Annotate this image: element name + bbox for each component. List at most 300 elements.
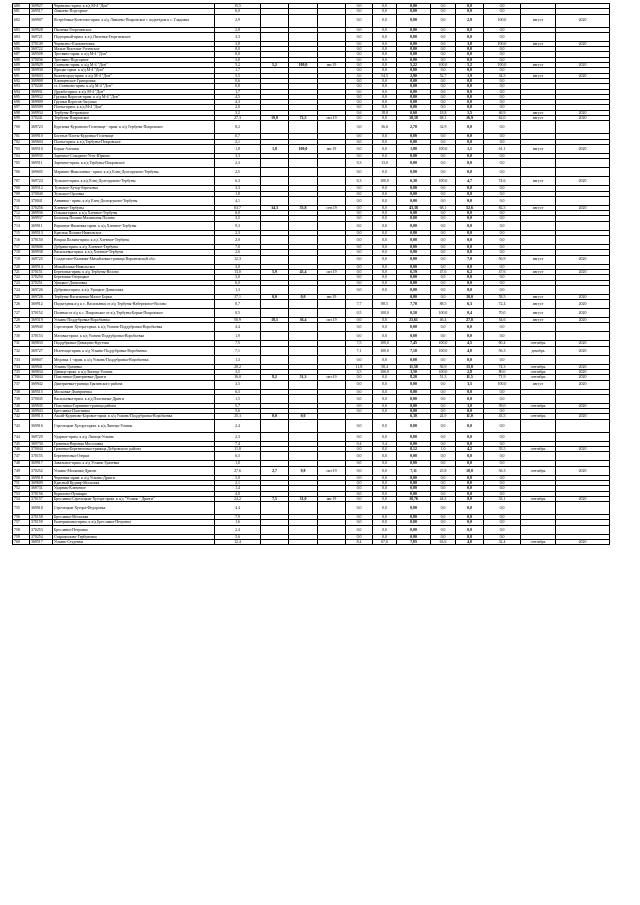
table-cell: 7,11	[397, 466, 431, 475]
table-cell: 0,0	[484, 186, 521, 191]
table-cell: 752	[13, 486, 30, 491]
table-cell: 58,4	[373, 364, 397, 369]
table-cell: 695	[13, 94, 30, 99]
table-cell: 748	[13, 461, 30, 466]
table-cell: 0,00	[397, 68, 431, 73]
table-cell: Московка-Дмитриевка	[53, 389, 215, 394]
table-cell: 2020	[556, 369, 610, 374]
table-cell	[289, 255, 318, 264]
table-cell: 0,0	[431, 139, 456, 144]
table-cell: Дмитриевка-граница Грязинского района	[53, 380, 215, 389]
table-cell: 0,0	[484, 409, 521, 414]
table-cell: 369940	[30, 323, 53, 332]
table-cell: 68,1	[431, 205, 456, 210]
table-cell: 739	[13, 394, 30, 403]
table-cell: 16,9	[456, 116, 484, 121]
table-cell: 1,3	[215, 355, 261, 364]
table-cell: 0,00	[397, 441, 431, 446]
table-cell: 0,4	[456, 309, 484, 318]
table-cell: 1,5	[456, 110, 484, 115]
table-cell: 3,0	[346, 73, 373, 78]
table-cell: 369935	[30, 153, 53, 158]
table-cell: 2020	[556, 540, 610, 545]
table-cell: 0,00	[397, 89, 431, 94]
table-cell	[521, 121, 556, 134]
table-cell: 100,0	[431, 346, 456, 355]
table-cell: авг.19	[318, 294, 346, 299]
table-cell: 6,19	[397, 269, 431, 274]
table-cell: 753	[13, 491, 30, 496]
table-cell	[289, 309, 318, 318]
table-cell: Мазовка-прим. к а/д Усмань-Поддубровка-Воробьевка	[53, 332, 215, 341]
table-cell: 0,0	[484, 355, 521, 364]
table-cell: 0,0	[484, 275, 521, 280]
table-cell: Вершина-Ивановка-прим. к а/д Хлевное-Тербуны	[53, 221, 215, 230]
table-cell: 0,0	[456, 139, 484, 144]
table-cell: 0,0	[484, 264, 521, 269]
table-cell: Заречное-прим. к а/д Тербуны-Покровское	[53, 159, 215, 168]
table-cell: 0,0	[484, 57, 521, 62]
table-cell: 0,0	[346, 375, 373, 380]
table-cell: 369917	[30, 461, 53, 466]
table-cell: 43,5	[484, 414, 521, 419]
table-cell: 755	[13, 502, 30, 515]
table-cell: август	[521, 269, 556, 274]
table-cell: 4,4	[215, 502, 261, 515]
table-cell: 0,0	[373, 105, 397, 110]
table-cell: 0,0	[431, 134, 456, 139]
table-cell: 0,0	[346, 139, 373, 144]
table-cell: 0,0	[456, 250, 484, 255]
table-cell: 735	[13, 369, 30, 374]
table-row	[13, 309, 610, 318]
table-cell: 2,9	[456, 14, 484, 27]
table-cell	[261, 346, 289, 355]
table-cell: 0,0	[346, 134, 373, 139]
table-cell: 1,4	[215, 486, 261, 491]
table-cell: 369509	[30, 105, 53, 110]
document-page	[12, 3, 609, 545]
table-cell: 0,00	[397, 4, 431, 9]
table-cell: Васильевка-прим. к а/д Хлевное-Тербуны	[53, 250, 215, 255]
table-cell: 717	[13, 245, 30, 250]
table-cell: 0,00	[397, 32, 431, 41]
table-cell: 0,0	[484, 280, 521, 285]
table-cell: 0,0	[346, 332, 373, 341]
table-cell: авг.19	[318, 144, 346, 153]
table-row	[13, 177, 610, 186]
table-cell	[521, 525, 556, 534]
table-row	[13, 346, 610, 355]
table-cell: 370151	[30, 269, 53, 274]
table-cell: 0,0	[346, 525, 373, 534]
table-cell	[289, 452, 318, 461]
table-cell: Березовка-прим. к а/д Тербуны-Волово	[53, 269, 215, 274]
table-cell: 0,0	[484, 452, 521, 461]
table-row	[13, 32, 610, 41]
table-cell: Березнеговка-Озерки	[53, 452, 215, 461]
table-cell: 80,0	[484, 369, 521, 374]
table-cell: 756	[13, 515, 30, 520]
table-cell: 8,0	[215, 52, 261, 57]
table-cell: 0,0	[346, 275, 373, 280]
table-cell: 760	[13, 540, 30, 545]
table-cell: 0,0	[484, 4, 521, 9]
table-cell: Мариино-Николаевка - прим. к а/д Елец-Долгоруково-Тербуны	[53, 168, 215, 177]
table-cell: 5,2	[456, 63, 484, 68]
table-cell: Ударное-прим. к а/д Липецк-Усмань	[53, 432, 215, 441]
table-cell: 24,9	[431, 414, 456, 419]
table-cell: 11,8	[346, 364, 373, 369]
table-cell: 0,0	[373, 409, 397, 414]
table-cell: 13,0	[373, 159, 397, 168]
table-cell: 0,0	[456, 121, 484, 134]
table-cell: 0,0	[431, 461, 456, 466]
table-cell: 0,0	[431, 186, 456, 191]
table-cell: 0,0	[373, 491, 397, 496]
table-cell	[521, 432, 556, 441]
table-cell: 733	[13, 355, 30, 364]
table-cell: 0,0	[484, 168, 521, 177]
table-cell: 4,4	[215, 323, 261, 332]
table-cell: 0,0	[373, 461, 397, 466]
table-cell: 0,0	[431, 4, 456, 9]
table-cell: 0,00	[397, 520, 431, 525]
table-cell: 23,61	[397, 318, 431, 323]
table-cell: 0,0	[373, 475, 397, 480]
table-cell: 0,00	[397, 275, 431, 280]
table-cell: 0,0	[346, 105, 373, 110]
table-cell: 369934	[30, 110, 53, 115]
table-cell: сентябрь	[521, 414, 556, 419]
table-cell: Курганка-Курганово-Голенище - прим. к а/д Тербуны-Покровское	[53, 121, 215, 134]
table-cell: 7,0	[456, 255, 484, 264]
table-cell: 10,0	[456, 466, 484, 475]
table-cell: 1,7	[215, 89, 261, 94]
table-cell: ст. Станково-прим. к а/д М-4 "Дон"	[53, 84, 215, 89]
table-cell: 743	[13, 419, 30, 432]
table-cell: 0,0	[456, 394, 484, 403]
table-cell: 718	[13, 250, 30, 255]
table-cell: 0,0	[431, 515, 456, 520]
table-cell: 0,00	[397, 57, 431, 62]
table-cell: Тульское-прим. к а/д Елец-Долгоруково-Тербуны	[53, 177, 215, 186]
table-cell: 369726	[30, 285, 53, 294]
table-cell: Бреславка-Пластинка	[53, 409, 215, 414]
table-cell: 19,8	[261, 116, 289, 121]
table-cell: 0,0	[346, 466, 373, 475]
table-cell: 0,0	[456, 236, 484, 245]
table-cell: 0,00	[397, 27, 431, 32]
table-cell: сентябрь	[521, 447, 556, 452]
table-cell: 0,0	[373, 275, 397, 280]
table-cell	[318, 255, 346, 264]
table-cell: 0,60	[397, 110, 431, 115]
table-cell: 0,0	[346, 89, 373, 94]
table-cell: 2020	[556, 341, 610, 346]
table-cell: 34,5	[484, 73, 521, 78]
table-row	[13, 285, 610, 294]
table-cell: 2020	[556, 255, 610, 264]
table-cell: 2,3	[215, 159, 261, 168]
table-cell: 369945	[30, 403, 53, 408]
table-cell: 0,00	[397, 534, 431, 539]
table-cell: Ольшка-прим. к а/д Хлевное-Тербуны	[53, 211, 215, 216]
table-cell: 369941	[30, 364, 53, 369]
table-cell: 2020	[556, 73, 610, 78]
table-row	[13, 323, 610, 332]
table-cell: 100,0	[484, 63, 521, 68]
table-cell	[261, 221, 289, 230]
table-cell: 0,0	[373, 168, 397, 177]
table-cell: 0,0	[373, 323, 397, 332]
table-cell: 0,00	[397, 515, 431, 520]
table-cell: 731	[13, 341, 30, 346]
table-cell: 8,2	[261, 375, 289, 380]
table-cell: 0,0	[373, 403, 397, 408]
table-cell: 50,9	[215, 318, 261, 323]
table-cell: 62,0	[484, 116, 521, 121]
table-cell: 0,0	[484, 389, 521, 394]
table-cell: 5,2	[215, 63, 261, 68]
table-cell: 0,0	[456, 264, 484, 269]
table-cell	[521, 452, 556, 461]
table-cell: 369930	[30, 68, 53, 73]
table-cell: 1,1	[456, 144, 484, 153]
table-row	[13, 121, 610, 134]
table-cell: 0,0	[456, 480, 484, 485]
table-cell: 0,0	[346, 168, 373, 177]
table-cell	[289, 236, 318, 245]
table-cell: 4,2	[456, 447, 484, 452]
table-cell: 0,0	[373, 221, 397, 230]
table-cell: 734	[13, 364, 30, 369]
table-cell: 369942	[30, 380, 53, 389]
table-cell: 0,0	[456, 409, 484, 414]
table-cell: Пластинка-Гарнинно-граница района	[53, 403, 215, 408]
table-cell: 0,0	[484, 68, 521, 73]
table-row	[13, 540, 610, 545]
table-cell: 0,0	[456, 452, 484, 461]
table-cell: 370036	[30, 57, 53, 62]
table-cell: 711	[13, 205, 30, 210]
table-cell: 15,0	[456, 364, 484, 369]
table-cell	[318, 196, 346, 205]
table-cell: 0,0	[373, 78, 397, 83]
table-cell: 7,5	[215, 341, 261, 346]
table-cell: Красная Поляна-Ивановское	[53, 230, 215, 235]
table-cell: 11,5	[456, 375, 484, 380]
table-cell: 100,0	[431, 63, 456, 68]
table-cell: Чернилюс-прим. к а/д М-4 "Дон"	[53, 4, 215, 9]
table-cell: 0,6	[346, 110, 373, 115]
table-cell: Старожилово-Тербуновка	[53, 534, 215, 539]
table-cell	[318, 221, 346, 230]
table-cell	[318, 236, 346, 245]
table-cell: 1,9	[215, 332, 261, 341]
table-cell: 0,00	[397, 196, 431, 205]
table-cell: 47,6	[431, 269, 456, 274]
table-cell: 714	[13, 221, 30, 230]
table-cell: 2020	[556, 496, 610, 501]
table-cell: 757	[13, 520, 30, 525]
table-cell: 0,0	[484, 52, 521, 57]
table-cell: 100,0	[484, 380, 521, 389]
table-cell: 0,00	[397, 409, 431, 414]
table-cell: 63,6	[431, 540, 456, 545]
table-cell: 3,0	[215, 275, 261, 280]
table-cell: 6,3	[215, 177, 261, 186]
table-cell: 0,0	[431, 502, 456, 515]
table-cell: 6,3	[346, 177, 373, 186]
table-cell: 370045	[30, 394, 53, 403]
table-cell: Богатые Плоты-Курганка-Голенище	[53, 134, 215, 139]
table-cell: 15,5	[215, 4, 261, 9]
table-cell: Станково-прим. к а/д М-4 "Дон"	[53, 63, 215, 68]
table-cell: 683	[13, 27, 30, 32]
table-cell: Бреславка-Московка	[53, 515, 215, 520]
table-cell: 0,0	[456, 389, 484, 394]
table-cell: 67,6	[373, 540, 397, 545]
table-cell: 0,6	[215, 78, 261, 83]
table-cell: 4,5	[456, 341, 484, 346]
table-cell: 2,4	[215, 525, 261, 534]
table-cell: 72,4	[484, 300, 521, 309]
table-cell	[521, 332, 556, 341]
table-cell: 370149	[30, 41, 53, 46]
table-cell: 2020	[556, 177, 610, 186]
table-cell: 100,0	[373, 369, 397, 374]
table-cell: 687	[13, 52, 30, 57]
table-cell: 729	[13, 323, 30, 332]
table-cell: 370253	[30, 525, 53, 534]
table-cell: 0,0	[431, 27, 456, 32]
table-cell	[318, 168, 346, 177]
table-cell: 12,3	[215, 255, 261, 264]
table-cell: 369938	[30, 250, 53, 255]
table-cell: 0,0	[431, 475, 456, 480]
table-cell: 0,0	[431, 68, 456, 73]
table-cell: 0,0	[431, 230, 456, 235]
table-cell: Стрелецкие Хутора-прим. к а/д Усмань-Поддубровка-Воробьевка	[53, 323, 215, 332]
table-cell: 0,0	[431, 9, 456, 14]
table-cell: 88,5	[431, 300, 456, 309]
table-cell: 369928	[30, 27, 53, 32]
table-cell	[289, 432, 318, 441]
table-cell: 370240	[30, 84, 53, 89]
table-cell	[318, 285, 346, 294]
table-cell: 6,5	[215, 452, 261, 461]
table-cell: 0,0	[431, 275, 456, 280]
table-cell: 0,0	[373, 389, 397, 394]
table-cell: 2020	[556, 300, 610, 309]
table-cell: 5,0	[215, 475, 261, 480]
table-cell: 7,1	[346, 346, 373, 355]
table-cell: август	[521, 177, 556, 186]
table-cell: 369943	[30, 409, 53, 414]
table-cell: 24,2	[215, 496, 261, 501]
table-cell	[289, 502, 318, 515]
table-cell: 732	[13, 346, 30, 355]
table-cell: 5,7	[215, 403, 261, 408]
table-cell: 3,3	[215, 32, 261, 41]
table-cell: 0,0	[431, 520, 456, 525]
table-cell: август	[521, 110, 556, 115]
table-cell: 0,0	[261, 414, 289, 419]
table-cell: 54,5	[373, 73, 397, 78]
table-cell: 0,0	[484, 534, 521, 539]
table-cell: Чернилюс-Елизаветовка	[53, 41, 215, 46]
table-cell: 724	[13, 285, 30, 294]
table-cell: 0,0	[484, 9, 521, 14]
table-cell: 369519	[30, 318, 53, 323]
table-cell: 34,3	[261, 205, 289, 210]
table-cell: 0,0	[484, 139, 521, 144]
table-cell: 44,5	[431, 496, 456, 501]
table-cell: 54,6	[484, 318, 521, 323]
table-cell: 0,0	[431, 285, 456, 294]
table-cell: 701	[13, 134, 30, 139]
table-row	[13, 502, 610, 515]
table-cell: сентябрь	[521, 364, 556, 369]
table-cell: 0,00	[397, 159, 431, 168]
table-cell: 370254	[30, 534, 53, 539]
table-cell: 0,0	[346, 419, 373, 432]
table-cell: Полевая от а/д к с. Покровское от а/д Тербуны-Борки-Покровское	[53, 309, 215, 318]
table-cell	[261, 168, 289, 177]
table-cell: сентябрь	[521, 341, 556, 346]
table-cell: 3,0	[456, 403, 484, 408]
table-cell: 0,0	[456, 221, 484, 230]
table-cell: 0,00	[397, 168, 431, 177]
table-cell	[261, 525, 289, 534]
table-cell: 370250	[30, 275, 53, 280]
table-cell: Подъездная а/д к с. Васильевка от а/д Тербуны-Набережное-Волово	[53, 300, 215, 309]
table-cell: 8,7	[215, 300, 261, 309]
table-cell: 0,0	[431, 236, 456, 245]
table-cell: 0,00	[397, 432, 431, 441]
table-cell: 33,1	[484, 496, 521, 501]
table-cell: 0,0	[373, 480, 397, 485]
table-cell: август	[521, 73, 556, 78]
table-cell: 88,5	[373, 300, 397, 309]
table-cell: 56,3	[484, 346, 521, 355]
table-cell	[289, 14, 318, 27]
table-cell: 0,0	[456, 47, 484, 52]
table-cell: 369730	[30, 441, 53, 446]
table-cell: 0,00	[397, 380, 431, 389]
table-cell	[556, 432, 610, 441]
table-cell: 0,0	[456, 486, 484, 491]
table-cell	[318, 380, 346, 389]
table-cell	[261, 14, 289, 27]
table-cell: 0,0	[431, 264, 456, 269]
table-cell: 0,0	[431, 100, 456, 105]
table-cell: 710	[13, 196, 30, 205]
table-cell: 754	[13, 496, 30, 501]
table-cell: 36,4	[289, 318, 318, 323]
table-cell: Вторая Поляна-прим. к а/д Хлевное-Тербуны	[53, 236, 215, 245]
table-cell: 0,0	[484, 441, 521, 446]
table-cell	[521, 168, 556, 177]
table-cell: 369927	[30, 4, 53, 9]
table-cell: 2,1	[215, 480, 261, 485]
table-cell: 0,0	[346, 4, 373, 9]
table-cell: 690	[13, 68, 30, 73]
table-cell: 370044	[30, 375, 53, 380]
table-cell: Лимаево-Подгорное	[53, 9, 215, 14]
table-cell: 0,0	[431, 389, 456, 394]
